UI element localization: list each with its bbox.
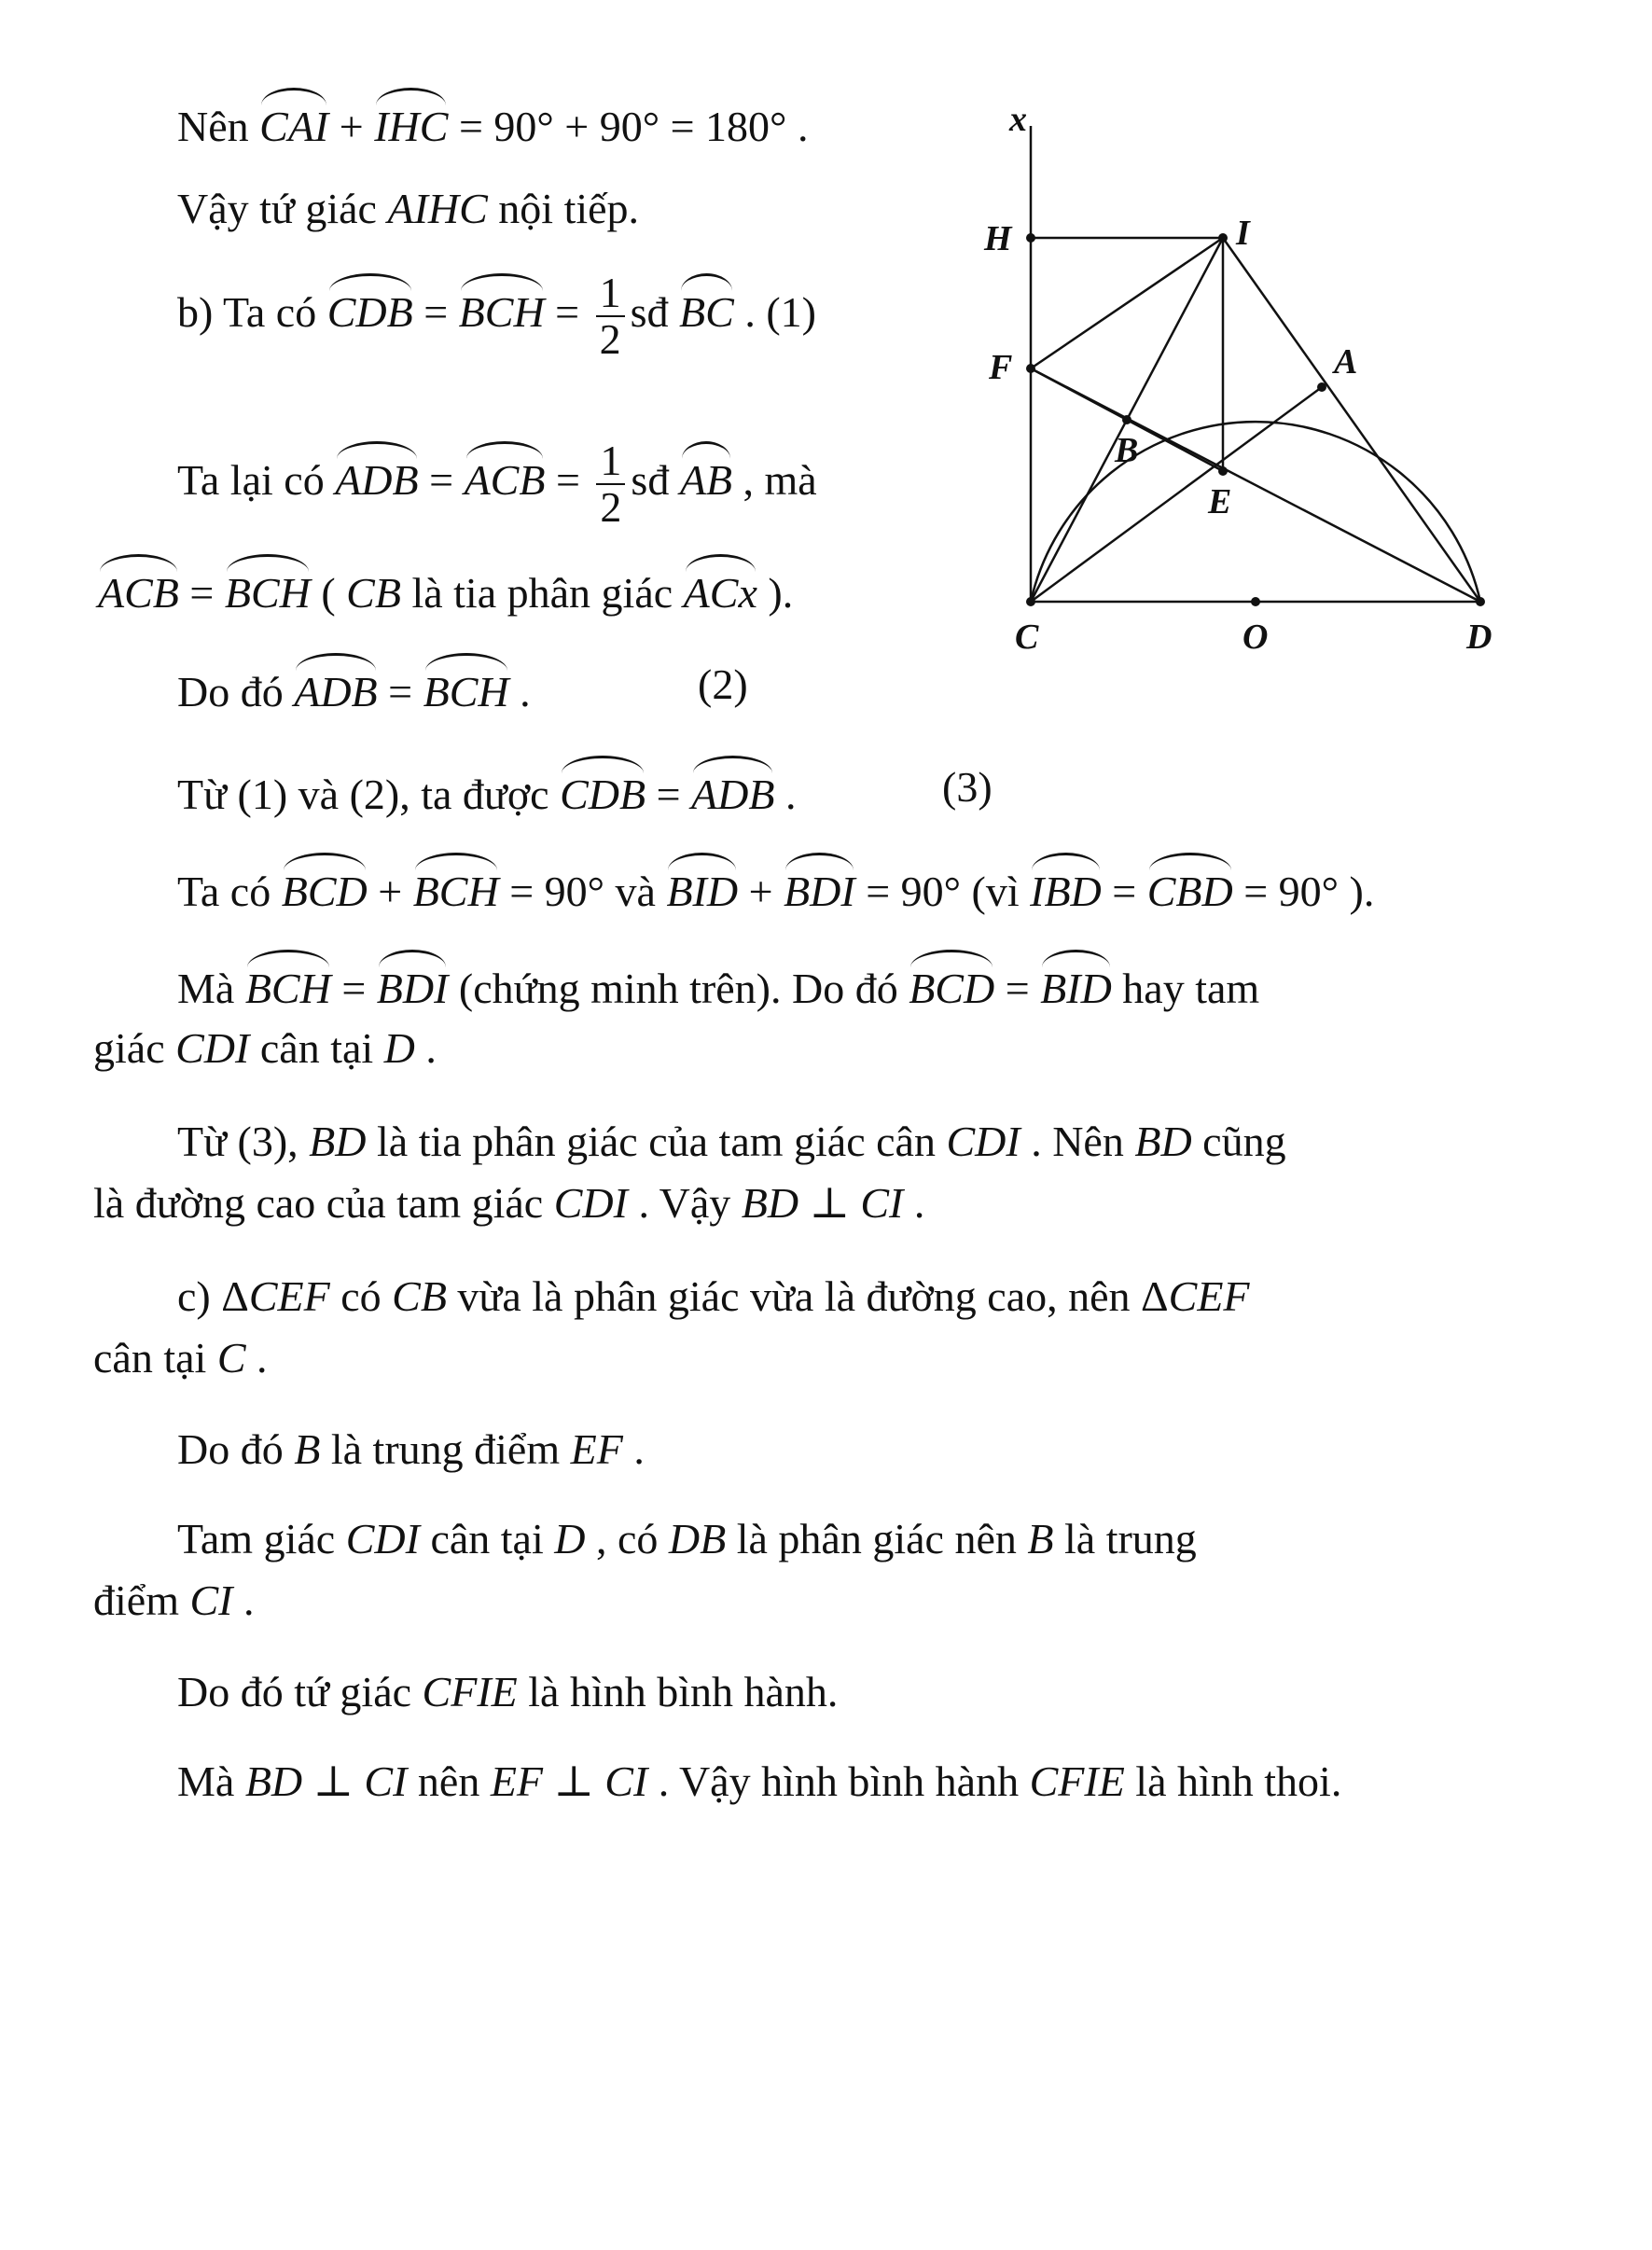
angle-cbd: CBD: [1147, 858, 1233, 917]
segment-ca: [1031, 387, 1322, 602]
label-c: C: [1015, 618, 1039, 657]
text: Do đó tứ giác: [177, 1668, 423, 1715]
text: .: [232, 1576, 255, 1624]
text: vừa là phân giác vừa là đường cao, nên Δ: [446, 1272, 1169, 1320]
angle-bch: BCH: [225, 560, 311, 618]
line-4: [177, 438, 817, 531]
line-12: [93, 1177, 924, 1229]
text: nên: [407, 1757, 491, 1805]
math: CI: [189, 1576, 233, 1624]
angle-bdi: BDI: [377, 955, 449, 1014]
text: (: [310, 569, 347, 617]
angle-bdi: BDI: [784, 858, 855, 917]
fraction-denominator: 2: [599, 315, 621, 364]
point-b: [1122, 415, 1131, 424]
text: cân tại: [249, 1024, 384, 1072]
angle-bid: BID: [1040, 955, 1112, 1014]
text: sđ: [630, 287, 680, 336]
text: = 90° (vì: [854, 868, 1031, 915]
text: .: [622, 1425, 645, 1473]
angle-adb: ADB: [691, 761, 774, 820]
label-o: O: [1242, 618, 1269, 657]
text: là phân giác nên: [726, 1515, 1028, 1562]
fraction-half: [596, 271, 625, 363]
angle-bch: BCH: [459, 279, 545, 338]
text: +: [367, 868, 413, 915]
text: Nên: [177, 103, 260, 150]
label-e: E: [1208, 482, 1232, 521]
text: .: [774, 771, 797, 818]
label-a: A: [1334, 342, 1358, 382]
text: . Vậy: [627, 1179, 742, 1227]
math: CDI: [175, 1024, 250, 1072]
text: . (1): [733, 287, 816, 336]
text: Ta lại có: [177, 455, 336, 504]
line-6: [177, 659, 531, 717]
figure-points: [1026, 233, 1485, 606]
math: D: [554, 1515, 586, 1562]
line-13: [177, 1271, 1250, 1322]
label-d: D: [1466, 618, 1492, 657]
angle-bch: BCH: [423, 659, 509, 717]
text: .: [414, 1024, 437, 1072]
text: cân tại: [93, 1334, 217, 1382]
text: =: [377, 668, 423, 715]
text: b) Ta có: [177, 287, 327, 336]
math: B: [294, 1425, 321, 1473]
angle-bch: BCH: [245, 955, 331, 1014]
text: sđ: [631, 455, 680, 504]
angle-adb: ADB: [294, 659, 377, 717]
math: CEF: [248, 1272, 330, 1320]
text: . Vậy hình bình hành: [647, 1757, 1030, 1805]
text: = 90° và: [498, 868, 667, 915]
angle-cdb: CDB: [327, 279, 413, 338]
text: là hình bình hành.: [517, 1668, 839, 1715]
math: CB: [392, 1272, 447, 1320]
angle-bid: BID: [666, 858, 738, 917]
math: BD: [309, 1118, 367, 1165]
line-11: [177, 1116, 1286, 1167]
math: BD: [1134, 1118, 1192, 1165]
point-d: [1476, 597, 1485, 606]
text: = 90° ).: [1232, 868, 1375, 915]
label-x: x: [1009, 103, 1027, 139]
math: B: [1027, 1515, 1054, 1562]
fraction-numerator: 1: [596, 438, 625, 485]
math: CFIE: [422, 1668, 518, 1715]
math: DB: [668, 1515, 727, 1562]
text: =: [994, 965, 1041, 1012]
text: (chứng minh trên). Do đó: [448, 965, 909, 1012]
angle-cai: CAI: [259, 93, 328, 152]
segment-id: [1223, 238, 1480, 602]
text: .: [903, 1179, 925, 1227]
line-19: [177, 1756, 1341, 1807]
line-8: [177, 858, 1374, 917]
angle-ibd: IBD: [1030, 858, 1102, 917]
text: , mà: [732, 455, 817, 504]
point-h: [1026, 233, 1035, 243]
equation-tag-2: (2): [698, 660, 748, 708]
angle-bcd: BCD: [282, 858, 368, 917]
text: . Nên: [1020, 1118, 1135, 1165]
math: D: [383, 1024, 415, 1072]
angle-bcd: BCD: [909, 955, 994, 1014]
math: CDI: [946, 1118, 1020, 1165]
text: =: [1101, 868, 1147, 915]
text: .: [508, 668, 531, 715]
text: giác: [93, 1024, 176, 1072]
angle-adb: ADB: [335, 447, 418, 506]
text: c) Δ: [177, 1272, 249, 1320]
line-18: [177, 1666, 838, 1717]
label-f: F: [989, 348, 1013, 387]
text: =: [330, 965, 377, 1012]
text: Tam giác: [177, 1515, 346, 1562]
point-f: [1026, 364, 1035, 373]
line-2: [177, 183, 639, 234]
math: CDI: [345, 1515, 420, 1562]
text: Do đó: [177, 1425, 295, 1473]
text: Vậy tứ giác: [177, 185, 388, 232]
arc-ab: AB: [680, 447, 732, 506]
angle-ihc: IHC: [374, 93, 448, 152]
line-7: [177, 761, 796, 820]
text: , có: [585, 1515, 669, 1562]
point-e: [1218, 466, 1228, 476]
text: Từ (3),: [177, 1118, 310, 1165]
text: nội tiếp.: [487, 185, 640, 232]
text: Ta có: [177, 868, 282, 915]
text: ).: [757, 569, 794, 617]
arc-bc: BC: [679, 279, 734, 338]
math: C: [216, 1334, 246, 1382]
math: CEF: [1168, 1272, 1250, 1320]
geometry-figure: [970, 103, 1511, 681]
text: là trung: [1053, 1515, 1197, 1562]
text: =: [418, 455, 465, 504]
text: +: [738, 868, 784, 915]
text: =: [178, 569, 225, 617]
line-14: [93, 1332, 268, 1383]
line-5: [98, 560, 793, 618]
point-c: [1026, 597, 1035, 606]
text: .: [245, 1334, 268, 1382]
text: =: [545, 455, 591, 504]
point-i: [1218, 233, 1228, 243]
angle-cdb: CDB: [560, 761, 646, 820]
text: cũng: [1191, 1118, 1286, 1165]
text: = 90° + 90° = 180° .: [448, 103, 809, 150]
math: CB: [346, 569, 401, 617]
angle-bch: BCH: [413, 858, 499, 917]
line-15: [177, 1424, 645, 1475]
text: Mà: [177, 965, 245, 1012]
label-i: I: [1236, 214, 1250, 253]
text: cân tại: [419, 1515, 555, 1562]
text: =: [412, 287, 459, 336]
math: BD ⊥ CI: [244, 1757, 408, 1805]
fraction-denominator: 2: [600, 483, 622, 532]
line-10: [93, 1022, 437, 1074]
text: điểm: [93, 1576, 190, 1624]
semicircle: [1031, 422, 1480, 602]
math: BD ⊥ CI: [741, 1179, 904, 1227]
text: Do đó: [177, 668, 295, 715]
segment-fi: [1031, 238, 1223, 368]
text: là tia phân giác của tam giác cân: [366, 1118, 947, 1165]
figure-lines: [1031, 126, 1480, 602]
math: AIHC: [387, 185, 488, 232]
line-9: [177, 955, 1259, 1014]
fraction-half: [596, 438, 625, 531]
text: Mà: [177, 1757, 245, 1805]
angle-acb: ACB: [465, 447, 546, 506]
math: CDI: [553, 1179, 628, 1227]
text: Từ (1) và (2), ta được: [177, 771, 561, 818]
math: EF: [570, 1425, 623, 1473]
text: hay tam: [1111, 965, 1260, 1012]
point-o: [1251, 597, 1260, 606]
text: +: [328, 103, 375, 150]
equation-tag-3: (3): [942, 763, 993, 811]
label-h: H: [984, 219, 1012, 258]
text: là hình thoi.: [1124, 1757, 1342, 1805]
math: CFIE: [1029, 1757, 1125, 1805]
angle-acx: ACx: [684, 560, 757, 618]
angle-acb: ACB: [98, 560, 179, 618]
math: EF ⊥ CI: [490, 1757, 648, 1805]
fraction-numerator: 1: [596, 271, 625, 317]
line-3: [177, 271, 816, 363]
text: có: [329, 1272, 393, 1320]
text: là trung điểm: [320, 1425, 571, 1473]
label-b: B: [1115, 431, 1139, 470]
text: là tia phân giác: [400, 569, 684, 617]
point-a: [1317, 382, 1326, 392]
line-1: [177, 93, 808, 152]
text: là đường cao của tam giác: [93, 1179, 554, 1227]
text: =: [646, 771, 692, 818]
line-17: [93, 1575, 254, 1626]
line-16: [177, 1513, 1197, 1564]
text: =: [544, 287, 590, 336]
